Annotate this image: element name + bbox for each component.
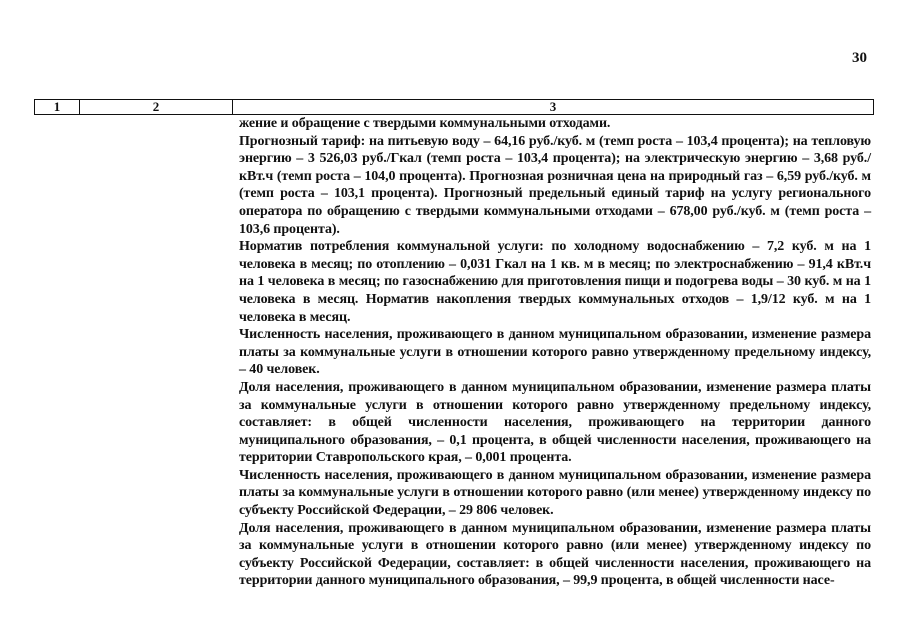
page-number: 30: [852, 50, 867, 66]
document-body: [239, 115, 871, 590]
paragraph: Численность населения, проживающего в данном муниципальном образовании, изменение размера платы за коммунальные услуги в отношении которого равно утвержденному предельному индексу, – 40 человек.: [239, 327, 871, 378]
paragraph: Прогнозный тариф: на питьевую воду – 64,16 руб./куб. м (темп роста – 103,4 процента); на тепловую энергию – 3 526,03 руб./Гкал (темп роста – 103,4 процента); на электрическую энергию – 3,68 руб./кВт.ч (темп роста – 104,0 процента). Прогнозная розничная цена на природный газ – 6,59 руб./куб. м (темп роста – 103,1 процента). Прогнозный предельный единый тариф на услугу регионального оператора по обращению с твердыми коммунальными отходами – 678,00 руб./куб. м (темп роста – 103,6 процента).: [239, 133, 871, 237]
table-header-col-1: 1: [35, 100, 80, 114]
paragraph: Норматив потребления коммунальной услуги: по холодному водоснабжению – 7,2 куб. м на 1 человека в месяц; по отоплению – 0,031 Гкал на 1 кв. м в месяц; по электроснабжению – 91,4 кВт.ч на 1 человека в месяц; по газоснабжению для приготовления пищи и подогрева воды – 30 куб. м на 1 человека в месяц. Норматив накопления твердых коммунальных отходов – 1,9/12 куб. м на 1 человека в месяц.: [239, 239, 871, 325]
paragraph: жение и обращение с твердыми коммунальными отходами.: [239, 116, 611, 131]
table-header-col-3: 3: [549, 99, 557, 114]
paragraph: Доля населения, проживающего в данном муниципальном образовании, изменение размера платы за коммунальные услуги в отношении которого равно (или менее) утвержденному индексу по субъекту Российской Федерации, составляет: в общей численности населения, проживающего на территории данного муниципального образования, – 99,9 процента, в общей численности насе-: [239, 520, 871, 589]
paragraph: Доля населения, проживающего в данном муниципальном образовании, изменение размера платы за коммунальные услуги в отношении которого равно утвержденному предельному индексу, составляет: в общей численности населения, проживающего на территории данного муниципального образования, – 0,1 процента, в общей численности населения, проживающего на территории Ставропольского края, – 0,001 процента.: [239, 379, 871, 466]
table-header-row: [34, 99, 874, 115]
table-header-col-2: 2: [80, 100, 233, 114]
paragraph: Численность населения, проживающего в данном муниципальном образовании, изменение размера платы за коммунальные услуги в отношении которого равно (или менее) утвержденному индексу по субъекту Российской Федерации, – 29 806 человек.: [239, 467, 871, 519]
